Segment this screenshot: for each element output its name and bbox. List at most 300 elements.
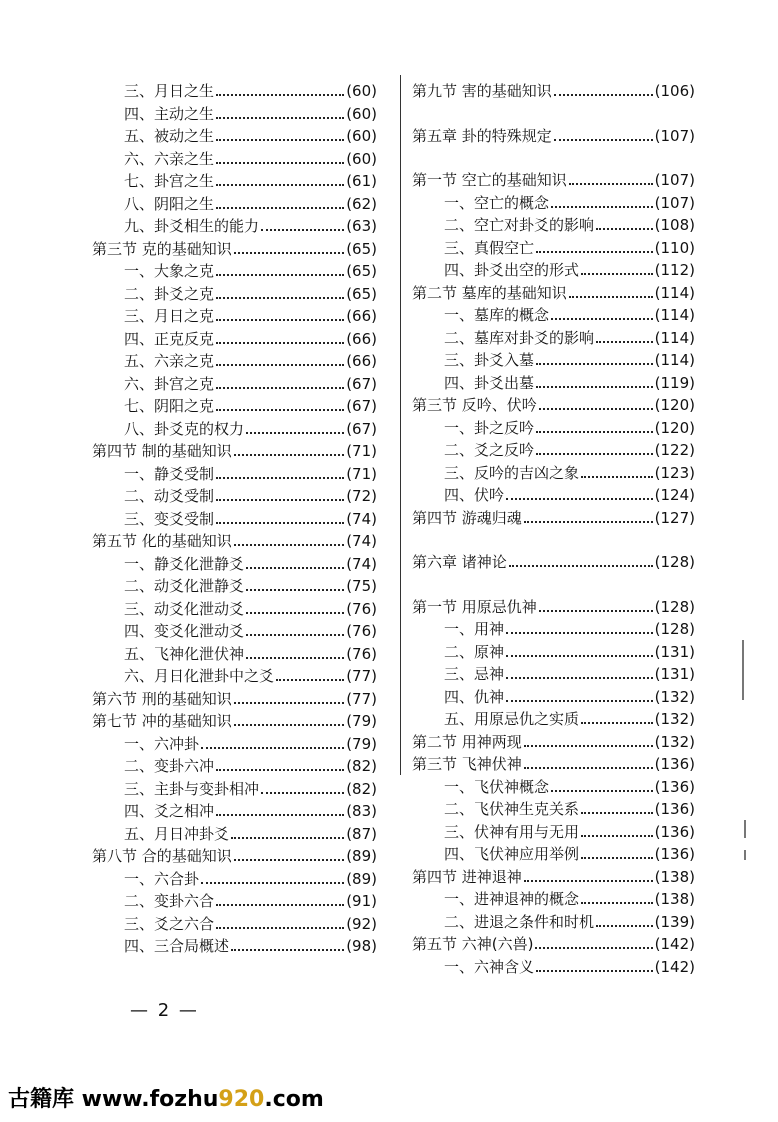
toc-entry-title: 第五节 化的基础知识 (92, 532, 232, 550)
toc-entry-title: 一、卦之反吟 (444, 418, 535, 437)
dot-leader (539, 408, 653, 410)
dot-leader (506, 700, 653, 702)
toc-entry-page: (122) (654, 441, 695, 459)
toc-entry-subsection[interactable] (412, 821, 695, 844)
dot-leader (216, 207, 344, 209)
dot-leader (234, 544, 344, 546)
dot-leader (524, 767, 653, 769)
dot-leader (535, 947, 652, 949)
toc-entry-title: 二、原神 (444, 642, 505, 661)
toc-entry-title: 三、反吟的吉凶之象 (444, 463, 580, 482)
toc-entry-page: (138) (654, 890, 695, 908)
toc-entry-title: 第四节 游魂归魂 (412, 508, 522, 527)
toc-entry-section[interactable] (412, 507, 695, 530)
toc-entry-page: (65) (346, 284, 377, 303)
dot-leader (246, 657, 344, 659)
toc-entry-page: (75) (346, 577, 377, 595)
toc-entry-subsection[interactable] (92, 215, 377, 238)
toc-entry-title: 第二节 墓库的基础知识 (412, 283, 567, 302)
dot-leader (506, 677, 653, 679)
section-gap (412, 529, 695, 551)
toc-entry-page: (107) (654, 193, 695, 212)
toc-entry-title: 第四节 制的基础知识 (92, 442, 232, 460)
toc-entry-page: (72) (346, 487, 377, 505)
dot-leader (234, 454, 344, 456)
toc-entry-subsection[interactable] (412, 798, 695, 821)
scan-artifact-mark (744, 850, 746, 860)
toc-entry-title: 一、大象之克 (124, 262, 215, 280)
toc-entry-title: 二、动爻化泄静爻 (124, 577, 245, 595)
dot-leader (216, 409, 344, 411)
toc-entry-section[interactable] (412, 125, 695, 148)
toc-entry-page: (61) (346, 172, 377, 190)
toc-entry-page: (132) (654, 710, 695, 728)
dot-leader (216, 139, 344, 141)
toc-entry-title: 第四节 进神退神 (412, 867, 522, 886)
dot-leader (201, 747, 344, 749)
toc-entry-subsection[interactable] (412, 237, 695, 260)
toc-entry-title: 一、飞伏神概念 (444, 777, 550, 796)
toc-entry-subsection[interactable] (412, 214, 695, 237)
toc-entry-subsection[interactable] (92, 373, 377, 396)
toc-entry-subsection[interactable] (412, 259, 695, 282)
dot-leader (216, 769, 344, 771)
toc-entry-page: (131) (654, 665, 695, 683)
dot-leader (234, 724, 344, 726)
toc-entry-page: (123) (654, 463, 695, 482)
toc-entry-page: (71) (346, 442, 377, 460)
toc-entry-subsection[interactable] (412, 708, 695, 731)
dot-leader (581, 835, 653, 837)
toc-entry-subsection[interactable] (92, 755, 377, 778)
dot-leader (554, 139, 653, 141)
toc-entry-title: 第九节 害的基础知识 (412, 82, 552, 100)
dot-leader (536, 453, 653, 455)
toc-entry-page: (138) (654, 867, 695, 886)
dot-leader (216, 477, 344, 479)
toc-entry-title: 二、动爻受制 (124, 487, 215, 505)
toc-entry-subsection[interactable] (92, 350, 377, 373)
toc-entry-title: 三、忌神 (444, 665, 505, 683)
toc-entry-subsection[interactable] (412, 663, 695, 686)
toc-entry-page: (132) (654, 732, 695, 751)
toc-entry-page: (65) (346, 239, 377, 258)
toc-entry-subsection[interactable] (92, 823, 377, 846)
toc-entry-page: (114) (654, 328, 695, 347)
toc-entry-page: (60) (346, 82, 377, 100)
toc-entry-subsection[interactable] (92, 620, 377, 643)
toc-entry-title: 五、被动之生 (124, 127, 215, 145)
toc-entry-title: 四、卦爻出墓 (444, 373, 535, 392)
toc-entry-subsection[interactable] (92, 103, 377, 126)
toc-entry-subsection[interactable] (92, 125, 377, 148)
toc-entry-page: (136) (654, 800, 695, 818)
toc-entry-title: 二、墓库对卦爻的影响 (444, 328, 595, 347)
toc-entry-subsection[interactable] (92, 800, 377, 823)
toc-entry-title: 三、月日之生 (124, 82, 215, 100)
toc-entry-page: (131) (654, 642, 695, 661)
toc-entry-subsection[interactable] (92, 283, 377, 306)
toc-entry-section[interactable] (412, 394, 695, 417)
toc-entry-subsection[interactable] (92, 418, 377, 441)
toc-entry-section[interactable] (92, 238, 377, 261)
toc-entry-page: (92) (346, 914, 377, 933)
toc-entry-page: (82) (346, 779, 377, 798)
dot-leader (581, 273, 653, 275)
toc-entry-subsection[interactable] (412, 911, 695, 934)
dot-leader (246, 567, 344, 569)
dot-leader (524, 745, 653, 747)
dot-leader (231, 837, 344, 839)
toc-entry-page: (71) (346, 464, 377, 483)
dot-leader (581, 812, 653, 814)
dot-leader (246, 432, 344, 434)
toc-left-column (92, 80, 377, 958)
dot-leader (216, 364, 344, 366)
dot-leader (216, 117, 344, 119)
dot-leader (551, 790, 653, 792)
toc-entry-title: 二、飞伏神生克关系 (444, 800, 580, 818)
toc-entry-title: 二、进退之条件和时机 (444, 912, 595, 931)
dot-leader (276, 679, 344, 681)
dot-leader (506, 655, 653, 657)
dot-leader (216, 162, 344, 164)
toc-entry-page: (66) (346, 352, 377, 370)
toc-entry-subsection[interactable] (92, 148, 377, 171)
toc-entry-section[interactable] (412, 169, 695, 192)
toc-entry-section[interactable] (412, 282, 695, 305)
toc-entry-page: (66) (346, 307, 377, 325)
toc-entry-subsection[interactable] (92, 463, 377, 486)
dot-leader (596, 228, 653, 230)
toc-entry-subsection[interactable] (92, 913, 377, 936)
toc-entry-page: (63) (346, 217, 377, 235)
toc-entry-subsection[interactable] (92, 260, 377, 283)
toc-entry-subsection[interactable] (412, 462, 695, 485)
section-gap (412, 147, 695, 169)
dot-leader (216, 319, 344, 321)
dot-leader (261, 792, 344, 794)
toc-entry-section[interactable] (92, 710, 377, 733)
page-number: — 2 — (130, 1000, 199, 1021)
toc-entry-subsection[interactable] (92, 553, 377, 576)
toc-entry-page: (108) (654, 216, 695, 234)
toc-entry-page: (62) (346, 194, 377, 213)
toc-entry-subsection[interactable] (92, 778, 377, 801)
toc-entry-title: 二、卦爻之克 (124, 284, 215, 303)
toc-entry-section[interactable] (412, 80, 695, 103)
toc-entry-title: 第一节 用原忌仇神 (412, 597, 537, 616)
toc-entry-subsection[interactable] (412, 192, 695, 215)
toc-entry-page: (89) (346, 869, 377, 888)
toc-entry-page: (114) (654, 283, 695, 302)
toc-entry-section[interactable] (92, 688, 377, 711)
toc-entry-page: (142) (654, 935, 695, 953)
scan-artifact-mark (742, 640, 744, 700)
toc-entry-subsection[interactable] (412, 349, 695, 372)
dot-leader (506, 632, 653, 634)
toc-entry-page: (76) (346, 622, 377, 640)
toc-entry-page: (87) (346, 824, 377, 843)
dot-leader (231, 949, 344, 951)
section-gap (412, 574, 695, 596)
toc-entry-subsection[interactable] (92, 80, 377, 103)
toc-entry-title: 一、静爻受制 (124, 464, 215, 483)
toc-entry-page: (106) (654, 82, 695, 100)
dot-leader (216, 499, 344, 501)
section-gap (412, 103, 695, 125)
dot-leader (216, 184, 344, 186)
toc-entry-title: 四、仇神 (444, 687, 505, 706)
toc-entry-page: (76) (346, 644, 377, 663)
dot-leader (581, 902, 653, 904)
toc-entry-page: (136) (654, 777, 695, 796)
toc-entry-page: (120) (654, 418, 695, 437)
toc-entry-section[interactable] (412, 551, 695, 574)
watermark-number: 920 (218, 1087, 265, 1112)
toc-entry-title: 一、用神 (444, 620, 505, 638)
dot-leader (234, 702, 344, 704)
toc-entry-title: 第一节 空亡的基础知识 (412, 171, 567, 189)
dot-leader (554, 94, 653, 96)
toc-right-column (412, 80, 695, 978)
toc-entry-title: 二、变卦六合 (124, 892, 215, 910)
toc-entry-title: 第五章 卦的特殊规定 (412, 126, 552, 145)
dot-leader (569, 183, 653, 185)
toc-entry-page: (107) (654, 126, 695, 145)
toc-entry-page: (66) (346, 329, 377, 348)
toc-entry-subsection[interactable] (412, 776, 695, 799)
toc-entry-title: 九、卦爻相生的能力 (124, 217, 260, 235)
toc-entry-title: 五、用原忌仇之实质 (444, 710, 580, 728)
toc-entry-page: (60) (346, 127, 377, 145)
dot-leader (581, 857, 653, 859)
dot-leader (524, 521, 653, 523)
dot-leader (536, 970, 653, 972)
toc-entry-subsection[interactable] (92, 193, 377, 216)
toc-entry-title: 四、爻之相冲 (124, 802, 215, 820)
column-divider (400, 75, 401, 775)
toc-entry-subsection[interactable] (412, 641, 695, 664)
toc-entry-title: 第二节 用神两现 (412, 732, 522, 751)
toc-entry-subsection[interactable] (92, 485, 377, 508)
toc-entry-section[interactable] (412, 731, 695, 754)
dot-leader (551, 206, 653, 208)
toc-entry-title: 五、月日冲卦爻 (124, 824, 230, 843)
toc-entry-title: 三、月日之克 (124, 307, 215, 325)
dot-leader (201, 882, 344, 884)
dot-leader (551, 318, 653, 320)
toc-entry-title: 一、六神含义 (444, 957, 535, 976)
dot-leader (216, 297, 344, 299)
dot-leader (216, 927, 344, 929)
toc-entry-page: (79) (346, 712, 377, 730)
dot-leader (569, 296, 653, 298)
toc-entry-title: 第五节 六神(六兽) (412, 935, 534, 953)
toc-entry-page: (74) (346, 554, 377, 573)
toc-entry-subsection[interactable] (412, 417, 695, 440)
toc-entry-page: (67) (346, 419, 377, 438)
toc-entry-page: (139) (654, 912, 695, 931)
dot-leader (234, 252, 344, 254)
dot-leader (509, 565, 653, 567)
toc-entry-subsection[interactable] (412, 327, 695, 350)
toc-entry-page: (107) (654, 171, 695, 189)
dot-leader (506, 498, 653, 500)
toc-entry-page: (74) (346, 509, 377, 528)
toc-entry-title: 四、变爻化泄动爻 (124, 622, 245, 640)
toc-entry-title: 四、正克反克 (124, 329, 215, 348)
toc-entry-title: 五、六亲之克 (124, 352, 215, 370)
toc-entry-title: 四、三合局概述 (124, 937, 230, 955)
toc-entry-title: 第七节 冲的基础知识 (92, 712, 232, 730)
dot-leader (216, 274, 344, 276)
toc-entry-section[interactable] (412, 933, 695, 956)
toc-entry-subsection[interactable] (92, 665, 377, 688)
toc-entry-section[interactable] (412, 866, 695, 889)
toc-entry-subsection[interactable] (92, 598, 377, 621)
toc-entry-subsection[interactable] (92, 733, 377, 756)
toc-entry-title: 三、主卦与变卦相冲 (124, 779, 260, 798)
toc-entry-title: 三、爻之六合 (124, 914, 215, 933)
toc-entry-page: (60) (346, 149, 377, 168)
toc-entry-subsection[interactable] (412, 618, 695, 641)
toc-entry-title: 四、伏吟 (444, 486, 505, 504)
toc-entry-page: (119) (654, 373, 695, 392)
toc-entry-page: (91) (346, 892, 377, 910)
toc-entry-page: (60) (346, 104, 377, 123)
toc-entry-page: (128) (654, 597, 695, 616)
toc-entry-subsection[interactable] (412, 484, 695, 507)
dot-leader (581, 476, 653, 478)
toc-entry-page: (136) (654, 755, 695, 773)
toc-entry-page: (132) (654, 687, 695, 706)
dot-leader (216, 387, 344, 389)
toc-entry-title: 一、墓库的概念 (444, 306, 550, 324)
toc-entry-title: 第三节 克的基础知识 (92, 239, 232, 258)
toc-entry-page: (110) (654, 238, 695, 257)
watermark-suffix: .com (264, 1087, 324, 1112)
toc-entry-subsection[interactable] (412, 843, 695, 866)
toc-entry-subsection[interactable] (412, 888, 695, 911)
watermark-prefix: 古籍库 www.fozhu (8, 1087, 219, 1112)
toc-entry-section[interactable] (92, 845, 377, 868)
toc-entry-subsection[interactable] (92, 643, 377, 666)
toc-entry-page: (79) (346, 734, 377, 753)
toc-entry-subsection[interactable] (92, 328, 377, 351)
toc-entry-page: (67) (346, 374, 377, 393)
toc-entry-title: 一、六合卦 (124, 869, 200, 888)
dot-leader (581, 722, 653, 724)
toc-entry-subsection[interactable] (92, 935, 377, 958)
toc-entry-title: 第三节 飞神伏神 (412, 755, 522, 773)
dot-leader (524, 880, 653, 882)
toc-entry-subsection[interactable] (412, 304, 695, 327)
toc-entry-title: 二、变卦六冲 (124, 757, 215, 775)
dot-leader (246, 612, 344, 614)
dot-leader (216, 814, 344, 816)
toc-entry-page: (76) (346, 599, 377, 618)
toc-entry-page: (128) (654, 553, 695, 571)
site-watermark[interactable] (8, 1082, 324, 1113)
toc-entry-page: (89) (346, 847, 377, 865)
toc-entry-page: (112) (654, 261, 695, 279)
toc-entry-subsection[interactable] (412, 372, 695, 395)
toc-entry-page: (120) (654, 396, 695, 414)
toc-entry-title: 二、空亡对卦爻的影响 (444, 216, 595, 234)
toc-entry-title: 第三节 反吟、伏吟 (412, 396, 537, 414)
toc-entry-page: (65) (346, 262, 377, 280)
toc-entry-page: (136) (654, 822, 695, 841)
toc-entry-title: 六、六亲之生 (124, 149, 215, 168)
toc-entry-subsection[interactable] (92, 575, 377, 598)
dot-leader (216, 904, 344, 906)
toc-entry-subsection[interactable] (92, 395, 377, 418)
dot-leader (596, 341, 653, 343)
toc-entry-page: (114) (654, 306, 695, 324)
toc-entry-page: (127) (654, 508, 695, 527)
toc-entry-title: 三、伏神有用与无用 (444, 822, 580, 841)
toc-entry-subsection[interactable] (412, 956, 695, 979)
toc-entry-title: 七、阴阳之克 (124, 397, 215, 415)
toc-entry-title: 五、飞神化泄伏神 (124, 644, 245, 663)
dot-leader (234, 859, 344, 861)
toc-entry-title: 六、卦宫之克 (124, 374, 215, 393)
toc-entry-title: 七、卦宫之生 (124, 172, 215, 190)
toc-entry-subsection[interactable] (92, 305, 377, 328)
dot-leader (596, 925, 653, 927)
toc-entry-page: (128) (654, 620, 695, 638)
toc-entry-title: 三、变爻受制 (124, 509, 215, 528)
dot-leader (539, 610, 653, 612)
toc-entry-title: 四、卦爻出空的形式 (444, 261, 580, 279)
dot-leader (536, 386, 653, 388)
scan-artifact-mark (744, 820, 746, 838)
toc-entry-page: (77) (346, 689, 377, 708)
toc-entry-page: (67) (346, 397, 377, 415)
toc-entry-title: 一、空亡的概念 (444, 193, 550, 212)
dot-leader (536, 363, 653, 365)
toc-entry-subsection[interactable] (92, 170, 377, 193)
toc-entry-title: 第六节 刑的基础知识 (92, 689, 232, 708)
toc-entry-subsection[interactable] (412, 686, 695, 709)
toc-entry-title: 八、卦爻克的权力 (124, 419, 245, 438)
toc-entry-section[interactable] (92, 440, 377, 463)
toc-entry-title: 三、真假空亡 (444, 238, 535, 257)
toc-entry-subsection[interactable] (92, 868, 377, 891)
toc-entry-section[interactable] (92, 530, 377, 553)
toc-entry-subsection[interactable] (92, 890, 377, 913)
toc-entry-title: 三、动爻化泄动爻 (124, 599, 245, 618)
dot-leader (536, 251, 653, 253)
toc-entry-page: (136) (654, 845, 695, 863)
toc-entry-section[interactable] (412, 753, 695, 776)
toc-entry-title: 一、静爻化泄静爻 (124, 554, 245, 573)
toc-entry-page: (124) (654, 486, 695, 504)
dot-leader (246, 589, 344, 591)
dot-leader (216, 342, 344, 344)
toc-entry-page: (82) (346, 757, 377, 775)
toc-entry-section[interactable] (412, 596, 695, 619)
dot-leader (536, 431, 653, 433)
toc-entry-title: 四、飞伏神应用举例 (444, 845, 580, 863)
toc-entry-subsection[interactable] (412, 439, 695, 462)
toc-entry-title: 一、进神退神的概念 (444, 890, 580, 908)
toc-entry-subsection[interactable] (92, 508, 377, 531)
dot-leader (216, 522, 344, 524)
toc-entry-page: (83) (346, 802, 377, 820)
toc-entry-title: 四、主动之生 (124, 104, 215, 123)
